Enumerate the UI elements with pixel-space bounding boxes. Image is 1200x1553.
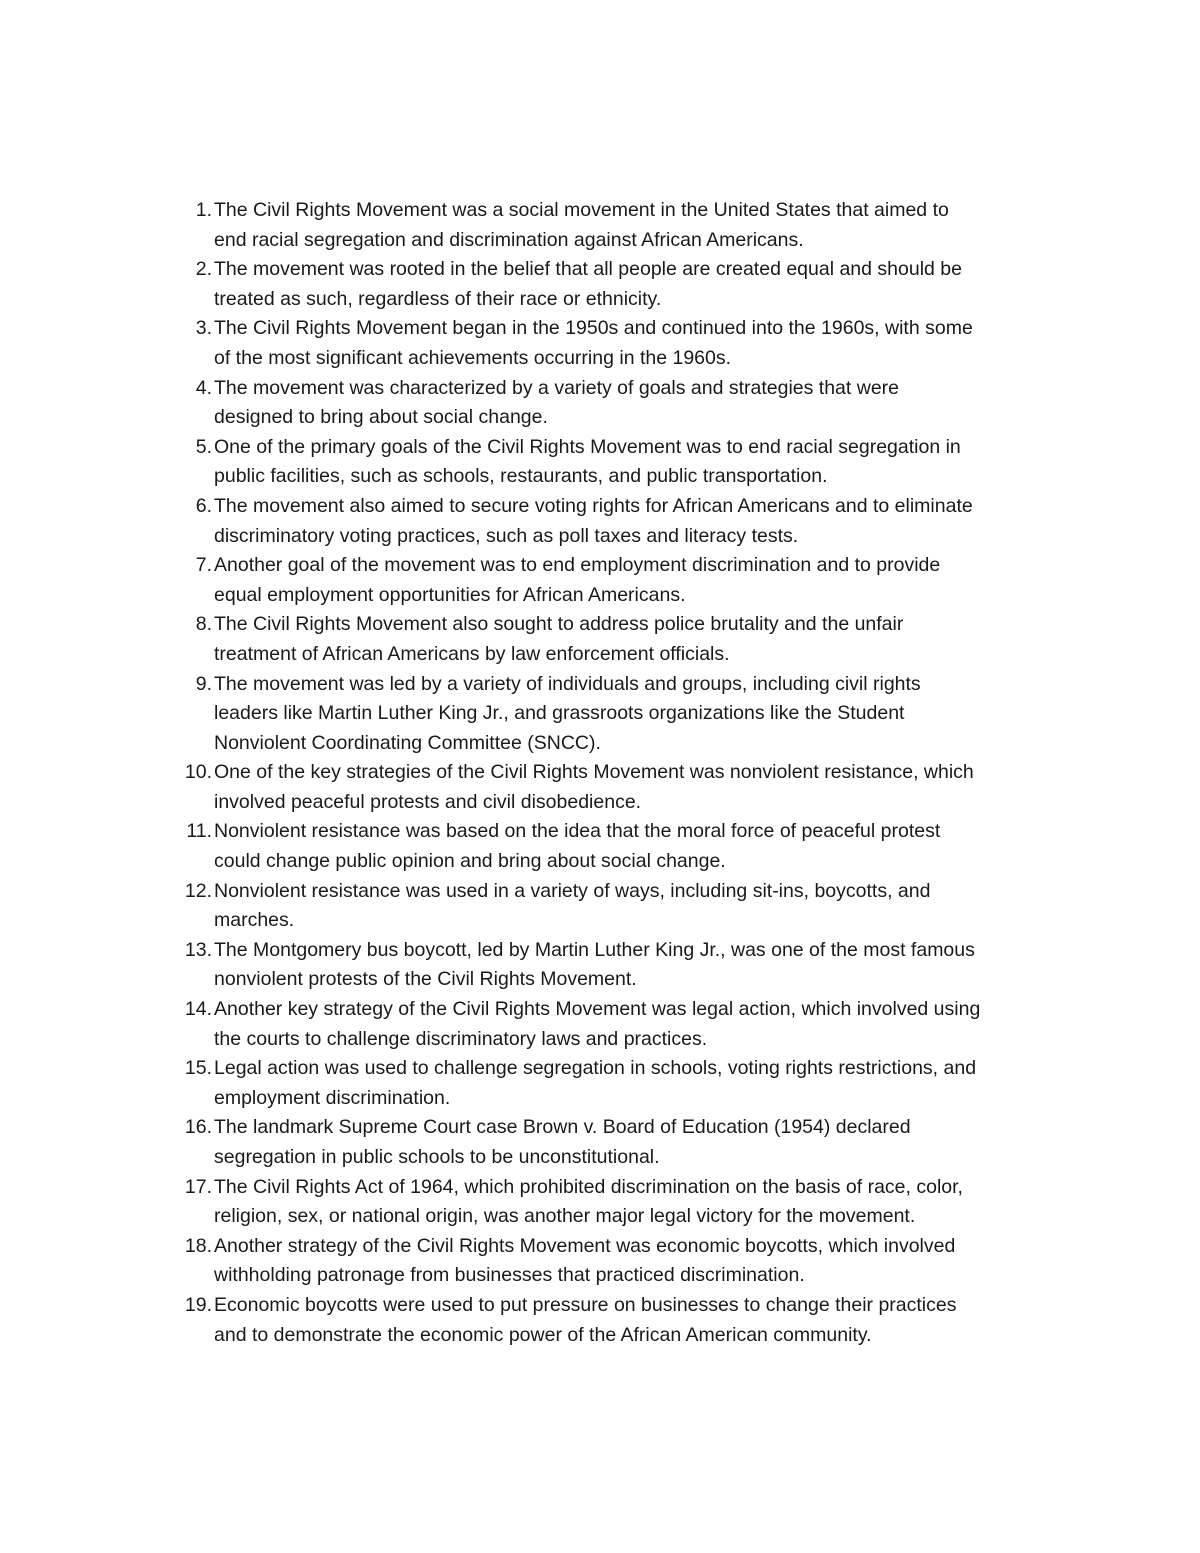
- list-item-number-text: 9.: [195, 672, 212, 695]
- list-item-text: [212, 1232, 1080, 1291]
- list-item-number-text: 14.: [184, 998, 212, 1021]
- list-item-text: [212, 314, 1080, 373]
- list-item-number-text: 11.: [186, 820, 212, 843]
- list-item-number: [160, 995, 212, 1025]
- list-item-number-text: 4.: [195, 376, 212, 399]
- list-item: [160, 877, 1080, 936]
- list-item-line: The movement was characterized by a variety of goals and strategies that were: [214, 376, 900, 399]
- list-item-line: Economic boycotts were used to put pressure on businesses to change their practices: [214, 1293, 957, 1316]
- list-item-line: treatment of African Americans by law enforcement officials.: [214, 642, 730, 665]
- list-item-number: [160, 1113, 212, 1143]
- list-item-text: [212, 995, 1080, 1054]
- list-item: [160, 758, 1080, 817]
- list-item-line: The Civil Rights Act of 1964, which prohibited discrimination on the basis of race, color,: [214, 1175, 963, 1198]
- list-item-text: [212, 551, 1080, 610]
- list-item: [160, 610, 1080, 669]
- list-item: [160, 670, 1080, 759]
- list-item-number-text: 18.: [184, 1234, 212, 1257]
- list-item-text: [212, 433, 1080, 492]
- list-item-text: [212, 492, 1080, 551]
- list-item-line: Nonviolent resistance was used in a variety of ways, including sit-ins, boycotts, and: [214, 879, 931, 902]
- list-item-line: discriminatory voting practices, such as poll taxes and literacy tests.: [214, 524, 799, 547]
- list-item-number: [160, 670, 212, 700]
- list-item: [160, 374, 1080, 433]
- list-item-number-text: 7.: [195, 554, 212, 577]
- list-item-number-text: 1.: [195, 199, 212, 221]
- list-item: [160, 1113, 1080, 1172]
- list-item: [160, 1291, 1080, 1350]
- list-item-number: [160, 374, 212, 404]
- list-item-text: [212, 196, 1080, 255]
- list-item-line: The Civil Rights Movement was a social movement in the United States that aimed to: [214, 199, 949, 221]
- numbered-list: [160, 196, 1080, 1350]
- list-item-text: [212, 255, 1080, 314]
- list-item-line: Nonviolent resistance was based on the idea that the moral force of peaceful protest: [214, 820, 941, 843]
- list-item-line: employment discrimination.: [214, 1086, 451, 1109]
- list-item-line: involved peaceful protests and civil disobedience.: [214, 790, 642, 813]
- list-item: [160, 1173, 1080, 1232]
- list-item-number: [160, 314, 212, 344]
- list-item-line: of the most significant achievements occurring in the 1960s.: [214, 346, 732, 369]
- list-item-line: Another strategy of the Civil Rights Movement was economic boycotts, which involved: [214, 1234, 956, 1257]
- list-item-number: [160, 255, 212, 285]
- list-item: [160, 433, 1080, 492]
- list-item-number: [160, 1054, 212, 1084]
- list-item-line: designed to bring about social change.: [214, 406, 548, 429]
- list-item-line: The landmark Supreme Court case Brown v. Board of Education (1954) declared: [214, 1116, 911, 1139]
- list-item-line: religion, sex, or national origin, was another major legal victory for the movement.: [214, 1205, 916, 1228]
- list-item: [160, 936, 1080, 995]
- list-item-number-text: 12.: [184, 879, 212, 902]
- list-item-line: public facilities, such as schools, restaurants, and public transportation.: [214, 465, 828, 488]
- list-item-number-text: 5.: [195, 435, 212, 458]
- list-item-number-text: 15.: [184, 1057, 212, 1080]
- list-item-number-text: 16.: [184, 1116, 212, 1139]
- list-item: [160, 255, 1080, 314]
- list-item-line: Legal action was used to challenge segregation in schools, voting rights restrictions, and: [214, 1057, 977, 1080]
- list-item-text: [212, 936, 1080, 995]
- list-item-text: [212, 817, 1080, 876]
- list-item-number: [160, 936, 212, 966]
- list-item-line: The movement also aimed to secure voting rights for African Americans and to eliminate: [214, 494, 973, 517]
- list-item-text: [212, 1054, 1080, 1113]
- list-item-number-text: 8.: [195, 613, 212, 636]
- list-item-line: withholding patronage from businesses that practiced discrimination.: [214, 1264, 805, 1287]
- list-item-line: One of the primary goals of the Civil Rights Movement was to end racial segregation in: [214, 435, 961, 458]
- list-item-text: [212, 610, 1080, 669]
- list-item-text: [212, 1291, 1080, 1350]
- list-item: [160, 1232, 1080, 1291]
- list-item-number: [160, 433, 212, 463]
- list-item-number-text: 10.: [184, 761, 212, 784]
- list-item-number: [160, 877, 212, 907]
- list-item-number: [160, 610, 212, 640]
- list-item-number-text: 17.: [184, 1175, 212, 1198]
- list-item: [160, 196, 1080, 255]
- list-item-line: the courts to challenge discriminatory laws and practices.: [214, 1027, 708, 1050]
- list-item: [160, 551, 1080, 610]
- list-item-number: [160, 1232, 212, 1262]
- list-item-line: The Montgomery bus boycott, led by Martin Luther King Jr., was one of the most famous: [214, 938, 975, 961]
- list-item-line: end racial segregation and discrimination against African Americans.: [214, 228, 804, 251]
- list-item-line: could change public opinion and bring about social change.: [214, 850, 726, 873]
- list-item-text: [212, 374, 1080, 433]
- list-item-line: The movement was led by a variety of individuals and groups, including civil rights: [214, 672, 921, 695]
- list-item-text: [212, 758, 1080, 817]
- list-item-line: One of the key strategies of the Civil Rights Movement was nonviolent resistance, which: [214, 761, 974, 784]
- list-item-number: [160, 1291, 212, 1321]
- list-item-number-text: 6.: [195, 494, 212, 517]
- list-item-number: [160, 492, 212, 522]
- list-item-line: Another goal of the movement was to end employment discrimination and to provide: [214, 554, 941, 577]
- list-item-line: marches.: [214, 909, 295, 932]
- list-item-number: [160, 196, 212, 226]
- list-item-text: [212, 1113, 1080, 1172]
- list-item: [160, 314, 1080, 373]
- list-item-line: The movement was rooted in the belief that all people are created equal and should be: [214, 258, 962, 281]
- list-item: [160, 1054, 1080, 1113]
- list-item-line: treated as such, regardless of their race or ethnicity.: [214, 287, 662, 310]
- list-item-text: [212, 1173, 1080, 1232]
- list-item-number-text: 13.: [184, 938, 212, 961]
- list-item-line: The Civil Rights Movement began in the 1950s and continued into the 1960s, with some: [214, 317, 973, 340]
- list-item-number-text: 2.: [195, 258, 212, 281]
- list-item-line: leaders like Martin Luther King Jr., and grassroots organizations like the Student: [214, 702, 905, 725]
- list-item-number-text: 19.: [184, 1293, 212, 1316]
- list-item-text: [212, 877, 1080, 936]
- list-item-number: [160, 1173, 212, 1203]
- list-item: [160, 817, 1080, 876]
- list-item-number: [160, 758, 212, 788]
- list-item-line: equal employment opportunities for African Americans.: [214, 583, 686, 606]
- list-item-number: [160, 551, 212, 581]
- list-item-line: and to demonstrate the economic power of the African American community.: [214, 1323, 872, 1346]
- list-item-line: Another key strategy of the Civil Rights Movement was legal action, which involved using: [214, 998, 981, 1021]
- list-item-number-text: 3.: [195, 317, 212, 340]
- list-item-line: The Civil Rights Movement also sought to address police brutality and the unfair: [214, 613, 904, 636]
- list-item-text: [212, 670, 1080, 759]
- list-item-line: segregation in public schools to be unconstitutional.: [214, 1146, 660, 1168]
- list-item: [160, 995, 1080, 1054]
- list-item: [160, 492, 1080, 551]
- list-item-line: Nonviolent Coordinating Committee (SNCC).: [214, 731, 601, 754]
- list-item-line: nonviolent protests of the Civil Rights Movement.: [214, 968, 637, 991]
- list-item-number: [160, 817, 212, 847]
